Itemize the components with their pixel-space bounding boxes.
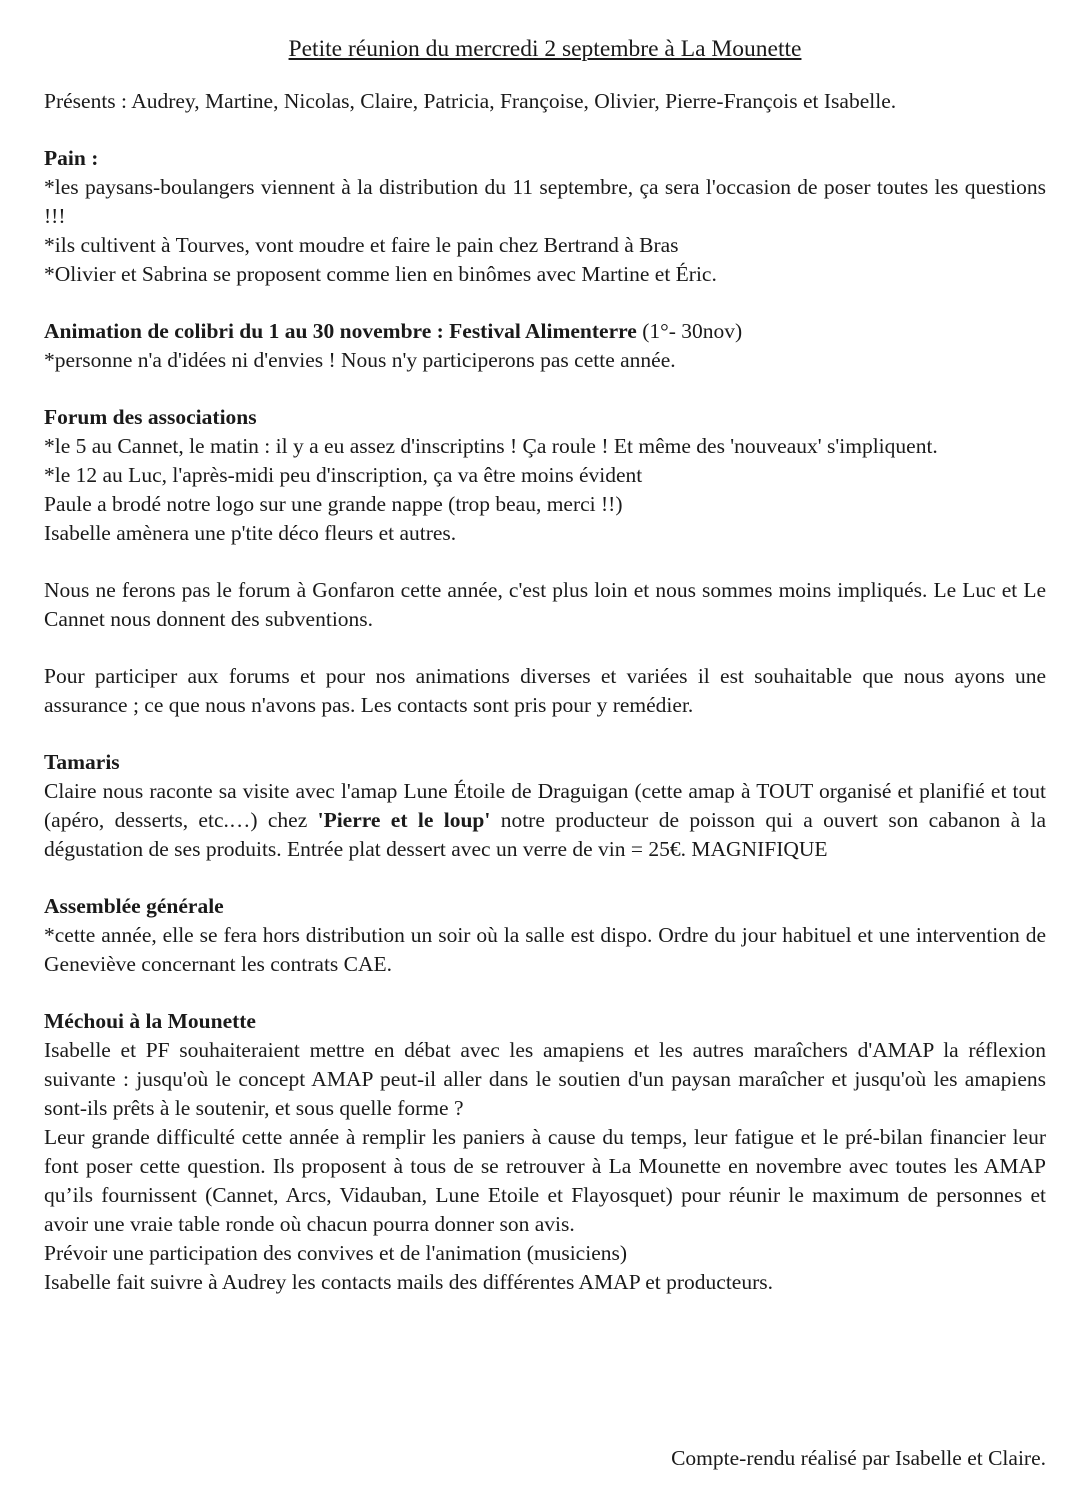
forum-line-2: *le 12 au Luc, l'après-midi peu d'inscription, ça va être moins évident bbox=[44, 463, 643, 487]
attendees-list: Présents : Audrey, Martine, Nicolas, Claire, Patricia, Françoise, Olivier, Pierre-François et Isabelle. bbox=[44, 89, 897, 113]
document-page bbox=[44, 30, 1046, 1325]
tamaris-text-after: notre producteur de poisson qui a ouvert son cabanon à la dégustation de ses produits. Entrée plat dessert avec un verre de vin = 25€. MAGNIFIQUE bbox=[44, 808, 1046, 861]
tamaris-text bbox=[44, 777, 1046, 864]
attendees-section bbox=[44, 87, 1046, 116]
section-heading-pain: Pain : bbox=[44, 146, 99, 170]
section-animation bbox=[44, 317, 1046, 375]
section-heading-forum: Forum des associations bbox=[44, 405, 257, 429]
pain-line-2: *ils cultivent à Tourves, vont moudre et faire le pain chez Bertrand à Bras bbox=[44, 233, 679, 257]
forum-gonfaron-paragraph bbox=[44, 576, 1046, 634]
assemblee-line: *cette année, elle se fera hors distribution un soir où la salle est dispo. Ordre du jour habituel et une intervention de Geneviève concernant les contrats CAE. bbox=[44, 923, 1046, 976]
forum-line-4: Isabelle amènera une p'tite déco fleurs et autres. bbox=[44, 521, 457, 545]
forum-line-3: Paule a brodé notre logo sur une grande nappe (trop beau, merci !!) bbox=[44, 492, 623, 516]
mechoui-line-2: Leur grande difficulté cette année à remplir les paniers à cause du temps, leur fatigue et le pré-bilan financier leur font poser cette question. Ils proposent à tous de se retrouver à La Mounette en novembre avec toutes les AMAP qu’ils fournissent (Cannet, Arcs, Vidauban, Lune Etoile et Flayosquet) pour réunir le maximum de personnes et avoir une vraie table ronde où chacun pourra donner son avis. bbox=[44, 1125, 1046, 1236]
pain-line-1: *les paysans-boulangers viennent à la distribution du 11 septembre, ça sera l'occasion de poser toutes les questions !!! bbox=[44, 175, 1046, 228]
document-title: Petite réunion du mercredi 2 septembre à La Mounette bbox=[288, 36, 802, 62]
gonfaron-text: Nous ne ferons pas le forum à Gonfaron cette année, c'est plus loin et nous sommes moins impliqués. Le Luc et Le Cannet nous donnent des subventions. bbox=[44, 578, 1046, 631]
animation-line: *personne n'a d'idées ni d'envies ! Nous n'y participerons pas cette année. bbox=[44, 348, 676, 372]
section-assemblee bbox=[44, 892, 1046, 979]
section-heading-animation bbox=[44, 317, 1046, 346]
mechoui-line-3: Prévoir une participation des convives et de l'animation (musiciens) bbox=[44, 1241, 628, 1265]
section-heading-tamaris: Tamaris bbox=[44, 750, 120, 774]
animation-heading-dates: (1°- 30nov) bbox=[636, 319, 743, 343]
mechoui-line-1: Isabelle et PF souhaiteraient mettre en débat avec les amapiens et les autres maraîchers d'AMAP la réflexion suivante : jusqu'où le concept AMAP peut-il aller dans le soutien d'un paysan maraîcher et jusqu'où les amapiens sont-ils prêts à le soutenir, et sous quelle forme ? bbox=[44, 1038, 1046, 1120]
mechoui-line-4: Isabelle fait suivre à Audrey les contacts mails des différentes AMAP et producteurs. bbox=[44, 1270, 774, 1294]
tamaris-text-before: Claire nous raconte sa visite avec l'amap Lune Étoile de Draguigan (cette amap à TOUT organisé et planifié et tout (apéro, desserts, etc.…) chez bbox=[44, 779, 1046, 832]
section-heading-assemblee: Assemblée générale bbox=[44, 894, 224, 918]
assurance-text: Pour participer aux forums et pour nos animations diverses et variées il est souhaitable que nous ayons une assurance ; ce que nous n'avons pas. Les contacts sont pris pour y remédier. bbox=[44, 664, 1046, 717]
pain-line-3: *Olivier et Sabrina se proposent comme lien en binômes avec Martine et Éric. bbox=[44, 262, 717, 286]
section-tamaris bbox=[44, 748, 1046, 864]
forum-assurance-paragraph bbox=[44, 662, 1046, 720]
signature: Compte-rendu réalisé par Isabelle et Claire. bbox=[671, 1446, 1046, 1470]
animation-heading-bold: Animation de colibri du 1 au 30 novembre : Festival Alimenterre bbox=[44, 319, 637, 343]
section-heading-mechoui: Méchoui à la Mounette bbox=[44, 1009, 256, 1033]
section-forum bbox=[44, 403, 1046, 548]
forum-line-1: *le 5 au Cannet, le matin : il y a eu assez d'inscriptins ! Ça roule ! Et même des 'nouveaux' s'impliquent. bbox=[44, 434, 938, 458]
tamaris-producer-name: 'Pierre et le loup' bbox=[317, 808, 491, 832]
section-pain bbox=[44, 144, 1046, 289]
section-mechoui bbox=[44, 1007, 1046, 1297]
